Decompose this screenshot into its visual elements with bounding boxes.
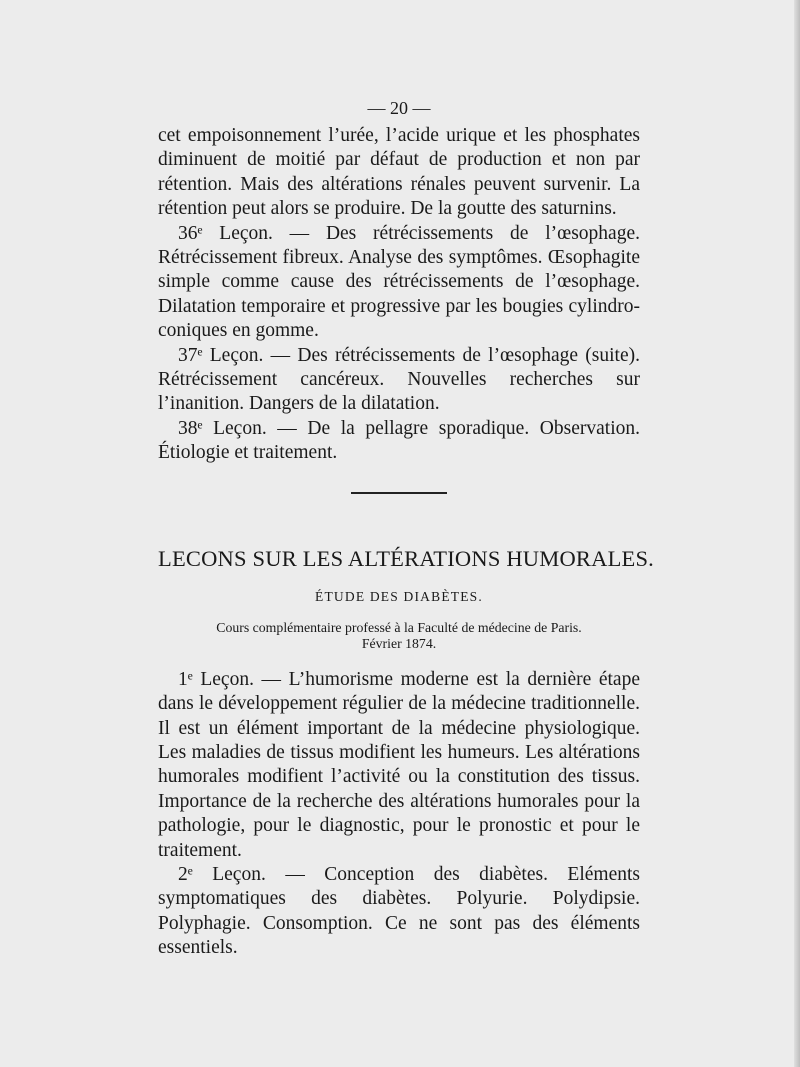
lesson-1: 1ᵉ Leçon. — L’humorisme moderne est la dernière étape dans le développement régulier de la médecine traditionnelle. Il est un élément important de la médecine physiologique. Les maladies de tissus modifient les humeurs. Les altérations humorales modifient l’activité ou la constitution des tissus. Importance de la recherche des altérations humorales pour la pathologie, pour le diagnostic, pour le pronostic et pour le traitement. xyxy=(158,668,640,861)
lesson-2: 2ᵉ Leçon. — Conception des diabètes. Eléments symptomatiques des diabètes. Polyurie. Polydipsie. Polyphagie. Consomption. Ce ne sont pas des éléments essentiels. xyxy=(158,863,640,959)
section-title: LECONS SUR LES ALTÉRATIONS HUMORALES. xyxy=(158,545,654,571)
section-divider xyxy=(351,492,447,494)
course-date: Février 1874. xyxy=(361,635,437,651)
page-number: — 20 — xyxy=(367,98,431,118)
paragraph-continuation: cet empoisonnement l’urée, l’acide urique et les phosphates diminuent de moitié par défaut de production et non par rétention. Mais des altérations rénales peuvent survenir. La rétention peut alors se produire. De la goutte des saturnins. xyxy=(158,125,640,220)
section-subtitle: ÉTUDE DES DIABÈTES. xyxy=(315,588,483,604)
lesson-37: 37ᵉ Leçon. — Des rétrécissements de l’œsophage (suite). Rétrécissement cancéreux. Nouvelles recherches sur l’inanition. Dangers de la dilatation. xyxy=(158,344,640,415)
text-block xyxy=(158,96,654,961)
lesson-38: 38ᵉ Leçon. — De la pellagre sporadique. Observation. Étiologie et traitement. xyxy=(158,417,640,464)
lesson-36: 36ᵉ Leçon. — Des rétrécissements de l’œsophage. Rétrécissement fibreux. Analyse des symptômes. Œsophagite simple comme cause des rétrécissements de l’œsophage. Dilatation temporaire et progressive par les bougies cylindro-coniques en gomme. xyxy=(158,222,640,342)
course-description: Cours complémentaire professé à la Faculté de médecine de Paris. xyxy=(216,619,582,635)
page-edge xyxy=(794,0,800,1067)
